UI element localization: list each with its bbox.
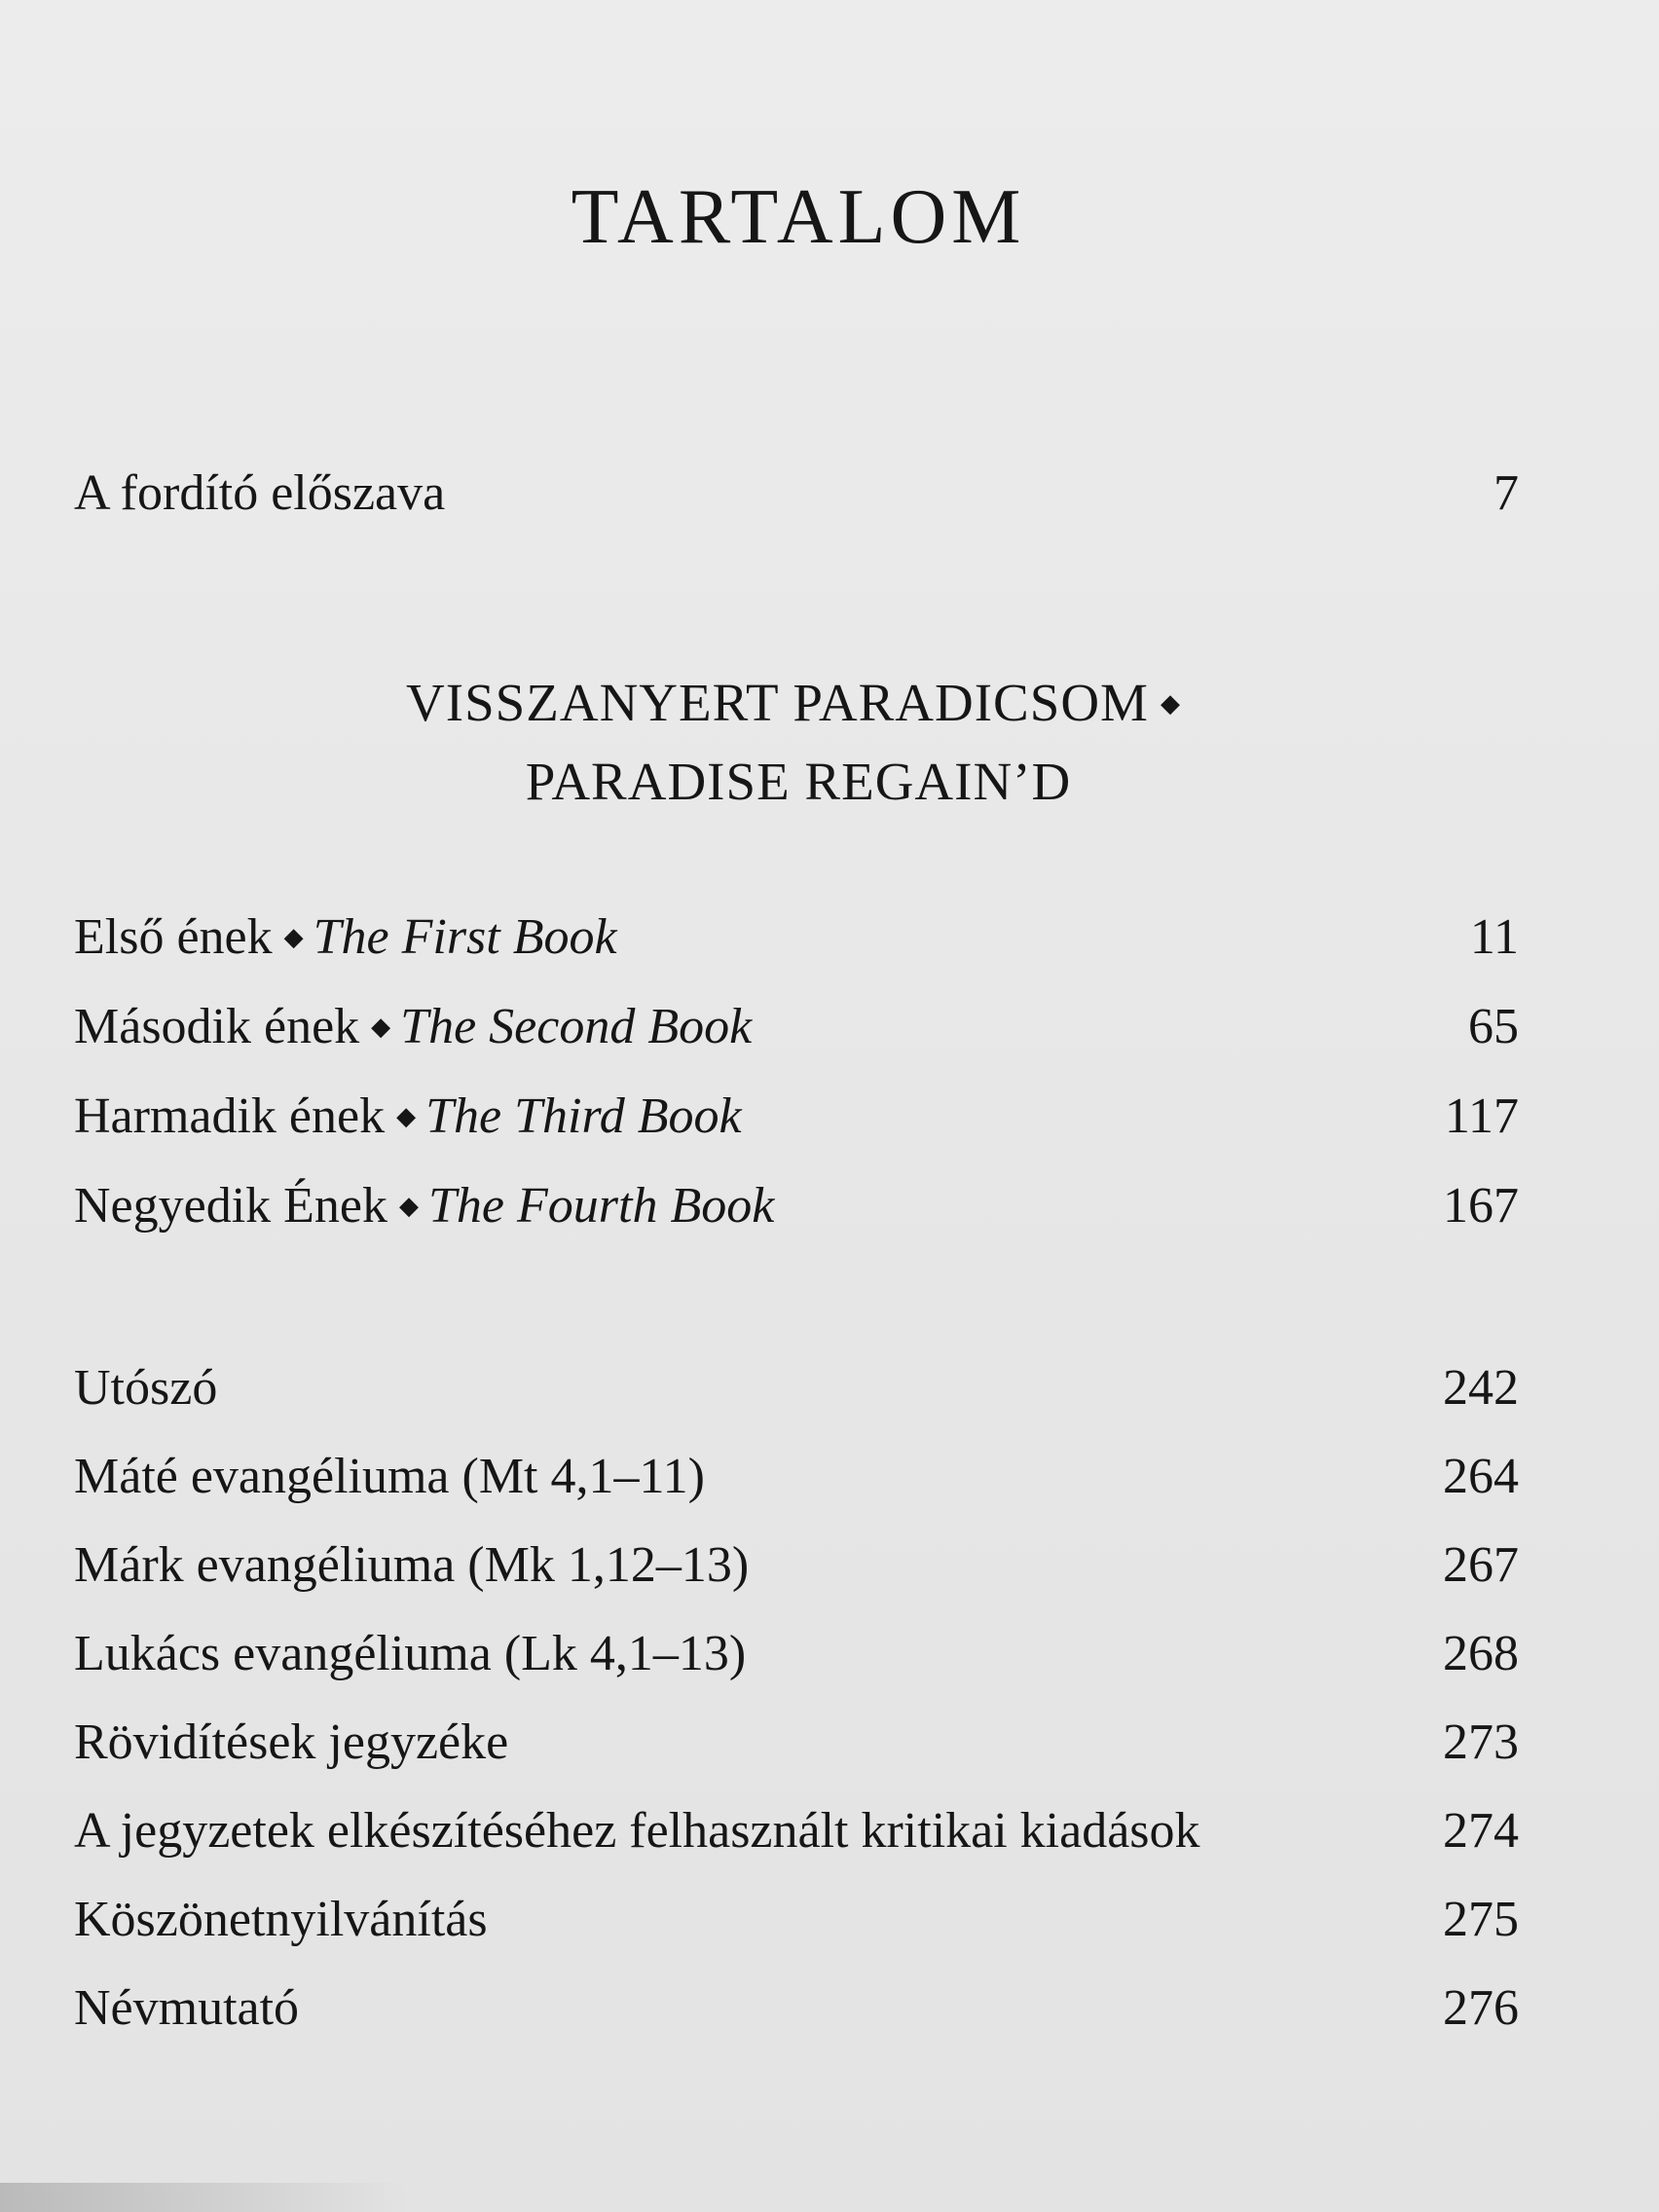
diamond-separator-icon: ◆ [396, 1102, 417, 1131]
toc-entry-label [74, 1078, 742, 1160]
toc-entry-label: Köszönetnyilvánítás [74, 1892, 488, 1947]
book-title-en: The Third Book [425, 1088, 742, 1144]
diamond-separator-icon: ◆ [283, 923, 304, 952]
section-title [0, 664, 1597, 747]
toc-entry-label: Rövidítések jegyzéke [74, 1714, 509, 1770]
toc-page-number: 167 [1443, 1178, 1519, 1234]
diamond-separator-icon: ◆ [371, 1013, 391, 1042]
toc-page-number: 268 [1443, 1626, 1519, 1681]
diamond-separator-icon: ◆ [399, 1192, 420, 1221]
toc-entry-appendix [74, 1349, 1519, 1427]
toc-entry-label: A jegyzetek elkészítéséhez felhasznált kritikai kiadások [74, 1803, 1200, 1859]
toc-entry-appendix [74, 1970, 1519, 2047]
toc-entry-appendix [74, 1881, 1519, 1959]
toc-page-number: 117 [1444, 1088, 1519, 1144]
toc-entry-appendix [74, 1438, 1519, 1516]
toc-entry-book [74, 1167, 1519, 1245]
toc-entry-label: Márk evangéliuma (Mk 1,12–13) [74, 1537, 750, 1593]
toc-entry-appendix [74, 1704, 1519, 1782]
book-title-en: The Fourth Book [428, 1178, 775, 1234]
book-title-hu: Negyedik Ének [74, 1178, 388, 1234]
toc-entry-label [74, 899, 617, 980]
section-subtitle: PARADISE REGAIN’D [525, 752, 1072, 811]
book-title-en: The Second Book [400, 999, 753, 1054]
toc-entry-label: Máté evangéliuma (Mt 4,1–11) [74, 1449, 705, 1504]
toc-page-number: 275 [1443, 1892, 1519, 1947]
diamond-separator-icon: ◆ [1160, 689, 1181, 719]
toc-entry-preface [74, 455, 1519, 533]
toc-entry-book [74, 899, 1519, 977]
toc-entry-label [74, 1167, 774, 1249]
watermark-strip [0, 2183, 409, 2212]
book-title-hu: Második ének [74, 999, 360, 1054]
toc-entry-label [74, 988, 752, 1070]
page-title: TARTALOM [571, 174, 1026, 260]
toc-page-number: 276 [1443, 1980, 1519, 2036]
toc-page-number: 65 [1468, 999, 1519, 1054]
toc-entry-appendix [74, 1615, 1519, 1693]
toc-page-number: 267 [1443, 1537, 1519, 1593]
toc-entry-appendix [74, 1527, 1519, 1604]
book-title-hu: Harmadik ének [74, 1088, 386, 1144]
section-title-line1: VISSZANYERT PARADICSOM [406, 673, 1149, 732]
toc-page-number: 11 [1469, 909, 1519, 965]
toc-page-number: 274 [1443, 1803, 1519, 1859]
toc-entry-label: Utószó [74, 1360, 218, 1416]
toc-page-number: 264 [1443, 1449, 1519, 1504]
toc-entry-label: Névmutató [74, 1980, 300, 2036]
toc-page-number: 242 [1443, 1360, 1519, 1416]
toc-entry-appendix [74, 1792, 1519, 1870]
toc-entry-label: Lukács evangéliuma (Lk 4,1–13) [74, 1626, 747, 1681]
toc-entry-label: A fordító előszava [74, 465, 446, 521]
book-title-hu: Első ének [74, 909, 273, 965]
toc-entry-book [74, 1078, 1519, 1156]
toc-page-number: 7 [1493, 465, 1519, 521]
book-title-en: The First Book [313, 909, 617, 965]
toc-entry-book [74, 988, 1519, 1066]
toc-page-number: 273 [1443, 1714, 1519, 1770]
